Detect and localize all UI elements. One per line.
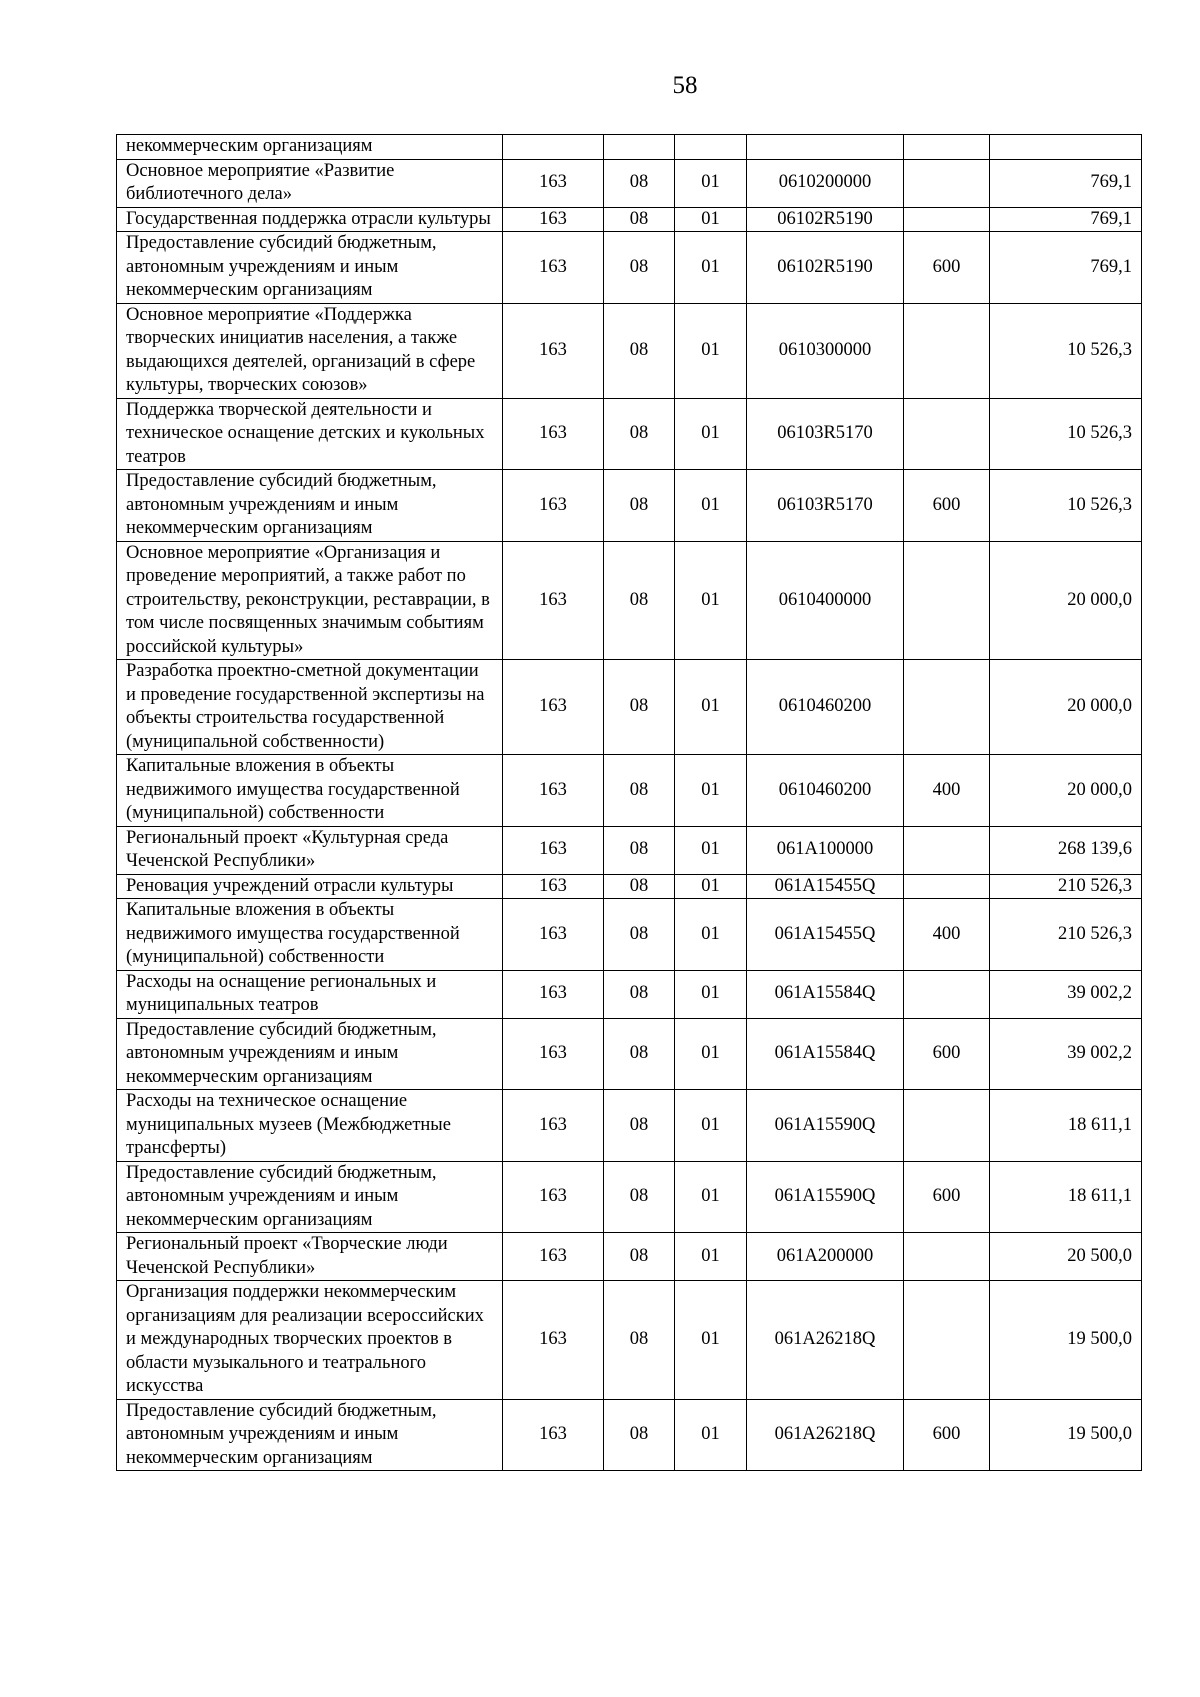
expense-type-cell — [904, 207, 990, 232]
target-article-cell: 061A15584Q — [747, 970, 904, 1018]
expense-name-cell: Предоставление субсидий бюджетным, автономным учреждениям и иным некоммерческим организациям — [117, 232, 503, 304]
subsection-code-cell: 01 — [675, 159, 747, 207]
page-number: 58 — [672, 72, 698, 99]
amount-cell — [990, 135, 1142, 160]
subsection-code-cell: 01 — [675, 826, 747, 874]
amount-cell: 20 000,0 — [990, 660, 1142, 755]
table-row — [117, 755, 1142, 827]
section-code-cell: 08 — [604, 826, 675, 874]
amount-cell: 19 500,0 — [990, 1281, 1142, 1400]
target-article-cell: 06102R5190 — [747, 207, 904, 232]
table-row — [117, 1281, 1142, 1400]
expense-name-cell: Региональный проект «Культурная среда Чеченской Республики» — [117, 826, 503, 874]
amount-cell: 20 500,0 — [990, 1233, 1142, 1281]
amount-cell: 39 002,2 — [990, 970, 1142, 1018]
amount-cell: 10 526,3 — [990, 470, 1142, 542]
amount-cell: 19 500,0 — [990, 1399, 1142, 1471]
target-article-cell: 0610460200 — [747, 660, 904, 755]
target-article-cell: 06103R5170 — [747, 398, 904, 470]
expense-name-cell: Государственная поддержка отрасли культуры — [117, 207, 503, 232]
target-article-cell: 0610460200 — [747, 755, 904, 827]
section-code-cell: 08 — [604, 159, 675, 207]
target-article-cell: 061A15590Q — [747, 1090, 904, 1162]
admin-code-cell: 163 — [503, 541, 604, 660]
table-row — [117, 232, 1142, 304]
subsection-code-cell: 01 — [675, 874, 747, 899]
expense-type-cell: 600 — [904, 232, 990, 304]
expense-name-cell: Предоставление субсидий бюджетным, автономным учреждениям и иным некоммерческим организациям — [117, 1018, 503, 1090]
expense-name-cell: Основное мероприятие «Развитие библиотечного дела» — [117, 159, 503, 207]
amount-cell: 18 611,1 — [990, 1161, 1142, 1233]
target-article-cell: 061A15584Q — [747, 1018, 904, 1090]
subsection-code-cell: 01 — [675, 660, 747, 755]
table-row — [117, 899, 1142, 971]
section-code-cell: 08 — [604, 207, 675, 232]
expense-type-cell — [904, 135, 990, 160]
section-code-cell: 08 — [604, 755, 675, 827]
table-row — [117, 135, 1142, 160]
expense-type-cell — [904, 874, 990, 899]
section-code-cell: 08 — [604, 541, 675, 660]
subsection-code-cell: 01 — [675, 970, 747, 1018]
expense-name-cell: Расходы на оснащение региональных и муниципальных театров — [117, 970, 503, 1018]
admin-code-cell: 163 — [503, 970, 604, 1018]
table-row — [117, 398, 1142, 470]
expense-name-cell: Организация поддержки некоммерческим организациям для реализации всероссийских и международных творческих проектов в области музыкального и театрального искусства — [117, 1281, 503, 1400]
target-article-cell: 06103R5170 — [747, 470, 904, 542]
expense-name-cell: Капитальные вложения в объекты недвижимого имущества государственной (муниципальной) собственности — [117, 899, 503, 971]
amount-cell: 769,1 — [990, 159, 1142, 207]
admin-code-cell: 163 — [503, 755, 604, 827]
table-row — [117, 541, 1142, 660]
amount-cell: 210 526,3 — [990, 899, 1142, 971]
amount-cell: 769,1 — [990, 232, 1142, 304]
admin-code-cell: 163 — [503, 874, 604, 899]
expense-type-cell — [904, 159, 990, 207]
section-code-cell: 08 — [604, 1161, 675, 1233]
subsection-code-cell: 01 — [675, 899, 747, 971]
subsection-code-cell: 01 — [675, 1399, 747, 1471]
expense-name-cell: Основное мероприятие «Поддержка творческих инициатив населения, а также выдающихся деятелей, организаций в сфере культуры, творческих союзов» — [117, 303, 503, 398]
section-code-cell: 08 — [604, 660, 675, 755]
target-article-cell: 061A200000 — [747, 1233, 904, 1281]
section-code-cell: 08 — [604, 1281, 675, 1400]
table-row — [117, 303, 1142, 398]
target-article-cell: 061A26218Q — [747, 1281, 904, 1400]
section-code-cell: 08 — [604, 232, 675, 304]
amount-cell: 10 526,3 — [990, 398, 1142, 470]
table-row — [117, 874, 1142, 899]
expense-type-cell: 600 — [904, 470, 990, 542]
amount-cell: 39 002,2 — [990, 1018, 1142, 1090]
expense-name-cell: Разработка проектно-сметной документации и проведение государственной экспертизы на объекты строительства государственной (муниципальной собственности) — [117, 660, 503, 755]
section-code-cell: 08 — [604, 398, 675, 470]
expense-name-cell: Предоставление субсидий бюджетным, автономным учреждениям и иным некоммерческим организациям — [117, 1399, 503, 1471]
target-article-cell: 0610400000 — [747, 541, 904, 660]
target-article-cell: 061A15455Q — [747, 899, 904, 971]
amount-cell: 20 000,0 — [990, 541, 1142, 660]
subsection-code-cell: 01 — [675, 232, 747, 304]
target-article-cell: 0610300000 — [747, 303, 904, 398]
table-row — [117, 660, 1142, 755]
admin-code-cell: 163 — [503, 660, 604, 755]
admin-code-cell: 163 — [503, 1018, 604, 1090]
admin-code-cell: 163 — [503, 470, 604, 542]
admin-code-cell: 163 — [503, 159, 604, 207]
admin-code-cell: 163 — [503, 1161, 604, 1233]
expense-type-cell — [904, 1090, 990, 1162]
amount-cell: 10 526,3 — [990, 303, 1142, 398]
target-article-cell: 061A26218Q — [747, 1399, 904, 1471]
budget-table — [116, 134, 1142, 1471]
amount-cell: 20 000,0 — [990, 755, 1142, 827]
target-article-cell: 061A100000 — [747, 826, 904, 874]
admin-code-cell: 163 — [503, 826, 604, 874]
subsection-code-cell: 01 — [675, 207, 747, 232]
expense-type-cell — [904, 970, 990, 1018]
admin-code-cell: 163 — [503, 1233, 604, 1281]
section-code-cell: 08 — [604, 1090, 675, 1162]
expense-type-cell — [904, 541, 990, 660]
section-code-cell: 08 — [604, 970, 675, 1018]
expense-name-cell: Основное мероприятие «Организация и проведение мероприятий, а также работ по строительству, реконструкции, реставрации, в том числе посвященных значимым событиям российской культуры» — [117, 541, 503, 660]
expense-name-cell: Капитальные вложения в объекты недвижимого имущества государственной (муниципальной) собственности — [117, 755, 503, 827]
subsection-code-cell: 01 — [675, 303, 747, 398]
expense-name-cell: Региональный проект «Творческие люди Чеченской Республики» — [117, 1233, 503, 1281]
subsection-code-cell — [675, 135, 747, 160]
expense-name-cell: Поддержка творческой деятельности и техническое оснащение детских и кукольных театров — [117, 398, 503, 470]
subsection-code-cell: 01 — [675, 755, 747, 827]
target-article-cell: 06102R5190 — [747, 232, 904, 304]
section-code-cell: 08 — [604, 1233, 675, 1281]
expense-type-cell — [904, 1233, 990, 1281]
table-row — [117, 470, 1142, 542]
target-article-cell: 061A15455Q — [747, 874, 904, 899]
expense-name-cell: Расходы на техническое оснащение муниципальных музеев (Межбюджетные трансферты) — [117, 1090, 503, 1162]
amount-cell: 18 611,1 — [990, 1090, 1142, 1162]
table-row — [117, 159, 1142, 207]
amount-cell: 268 139,6 — [990, 826, 1142, 874]
expense-type-cell — [904, 826, 990, 874]
admin-code-cell: 163 — [503, 1399, 604, 1471]
expense-type-cell: 600 — [904, 1399, 990, 1471]
admin-code-cell: 163 — [503, 303, 604, 398]
subsection-code-cell: 01 — [675, 398, 747, 470]
table-row — [117, 1399, 1142, 1471]
expense-type-cell: 400 — [904, 755, 990, 827]
table-row — [117, 1090, 1142, 1162]
subsection-code-cell: 01 — [675, 470, 747, 542]
section-code-cell: 08 — [604, 1399, 675, 1471]
section-code-cell: 08 — [604, 874, 675, 899]
table-row — [117, 1233, 1142, 1281]
amount-cell: 769,1 — [990, 207, 1142, 232]
expense-type-cell — [904, 660, 990, 755]
expense-type-cell — [904, 1281, 990, 1400]
expense-type-cell: 400 — [904, 899, 990, 971]
expense-type-cell: 600 — [904, 1161, 990, 1233]
section-code-cell: 08 — [604, 899, 675, 971]
admin-code-cell: 163 — [503, 1090, 604, 1162]
table-row — [117, 207, 1142, 232]
table-row — [117, 826, 1142, 874]
subsection-code-cell: 01 — [675, 541, 747, 660]
target-article-cell: 061A15590Q — [747, 1161, 904, 1233]
subsection-code-cell: 01 — [675, 1090, 747, 1162]
target-article-cell: 0610200000 — [747, 159, 904, 207]
expense-name-cell: Реновация учреждений отрасли культуры — [117, 874, 503, 899]
table-row — [117, 970, 1142, 1018]
section-code-cell — [604, 135, 675, 160]
subsection-code-cell: 01 — [675, 1281, 747, 1400]
table-row — [117, 1161, 1142, 1233]
expense-name-cell: Предоставление субсидий бюджетным, автономным учреждениям и иным некоммерческим организациям — [117, 470, 503, 542]
subsection-code-cell: 01 — [675, 1161, 747, 1233]
admin-code-cell: 163 — [503, 207, 604, 232]
expense-name-cell: Предоставление субсидий бюджетным, автономным учреждениям и иным некоммерческим организациям — [117, 1161, 503, 1233]
amount-cell: 210 526,3 — [990, 874, 1142, 899]
expense-name-cell: некоммерческим организациям — [117, 135, 503, 160]
admin-code-cell: 163 — [503, 1281, 604, 1400]
target-article-cell — [747, 135, 904, 160]
section-code-cell: 08 — [604, 470, 675, 542]
admin-code-cell: 163 — [503, 232, 604, 304]
subsection-code-cell: 01 — [675, 1233, 747, 1281]
subsection-code-cell: 01 — [675, 1018, 747, 1090]
admin-code-cell: 163 — [503, 398, 604, 470]
expense-type-cell — [904, 398, 990, 470]
section-code-cell: 08 — [604, 1018, 675, 1090]
admin-code-cell: 163 — [503, 899, 604, 971]
section-code-cell: 08 — [604, 303, 675, 398]
admin-code-cell — [503, 135, 604, 160]
table-row — [117, 1018, 1142, 1090]
budget-table-body — [117, 135, 1142, 1471]
expense-type-cell: 600 — [904, 1018, 990, 1090]
expense-type-cell — [904, 303, 990, 398]
